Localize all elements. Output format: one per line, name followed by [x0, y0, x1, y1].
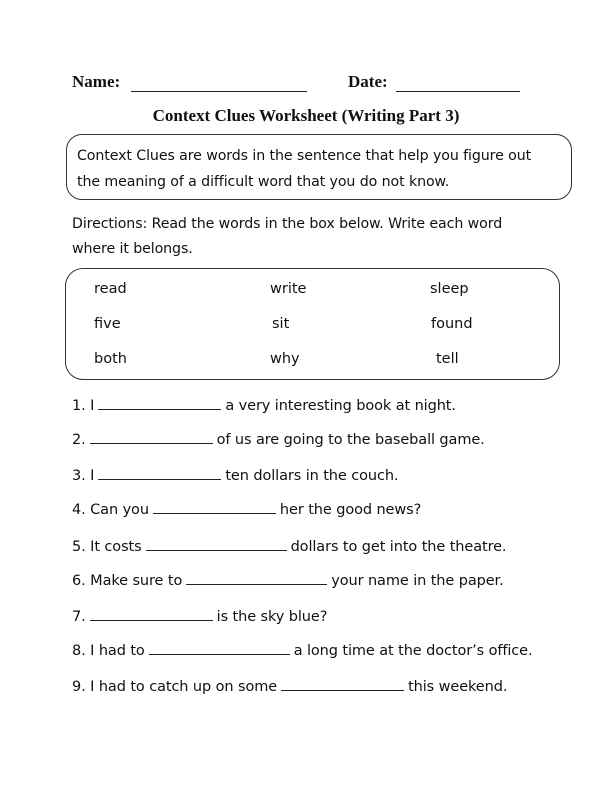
word-bank-item: found	[431, 316, 473, 332]
word-bank-item: sleep	[430, 281, 469, 297]
answer-blank[interactable]	[149, 641, 290, 655]
answer-blank[interactable]	[281, 677, 404, 691]
name-field[interactable]	[131, 91, 307, 92]
question-number: 6.	[72, 573, 86, 589]
definition-line-2: the meaning of a difficult word that you do not know.	[77, 174, 450, 190]
question-number: 1.	[72, 398, 86, 414]
question-text-before: I had to catch up on some	[90, 679, 278, 695]
question-number: 2.	[72, 432, 86, 448]
question-6	[72, 571, 504, 589]
question-number: 8.	[72, 643, 86, 659]
question-text-before: Can you	[90, 502, 149, 518]
name-label: Name:	[72, 72, 121, 91]
worksheet-title: Context Clues Worksheet (Writing Part 3)	[152, 106, 460, 125]
answer-blank[interactable]	[90, 430, 213, 444]
date-label: Date:	[348, 72, 388, 91]
directions	[72, 212, 562, 262]
question-number: 7.	[72, 609, 86, 625]
answer-blank[interactable]	[98, 466, 221, 480]
question-text-after: ten dollars in the couch.	[225, 468, 399, 484]
question-2	[72, 430, 485, 448]
question-number: 5.	[72, 539, 86, 555]
question-text-before: I	[90, 468, 95, 484]
question-7	[72, 607, 327, 625]
directions-line-2: where it belongs.	[72, 241, 193, 257]
date-field[interactable]	[396, 91, 520, 92]
question-5	[72, 537, 506, 555]
question-number: 4.	[72, 502, 86, 518]
question-number: 9.	[72, 679, 86, 695]
question-1	[72, 396, 456, 414]
question-3	[72, 466, 398, 484]
answer-blank[interactable]	[186, 571, 327, 585]
word-bank-item: five	[94, 316, 121, 332]
word-bank-box	[65, 268, 560, 380]
question-9	[72, 677, 507, 695]
definition-box	[66, 134, 572, 200]
directions-line-1: Directions: Read the words in the box below. Write each word	[72, 216, 503, 232]
answer-blank[interactable]	[153, 500, 276, 514]
word-bank-item: read	[94, 281, 127, 297]
question-text-before: Make sure to	[90, 573, 183, 589]
question-text-after: is the sky blue?	[216, 609, 328, 625]
question-text-after: a long time at the doctor’s office.	[293, 643, 533, 659]
question-text-after: of us are going to the baseball game.	[216, 432, 485, 448]
answer-blank[interactable]	[146, 537, 287, 551]
word-bank-item: write	[270, 281, 307, 297]
question-4	[72, 500, 421, 518]
question-8	[72, 641, 533, 659]
word-bank-item: both	[94, 351, 127, 367]
word-bank-item: sit	[272, 316, 290, 332]
question-number: 3.	[72, 468, 86, 484]
question-text-after: your name in the paper.	[331, 573, 504, 589]
question-text-before: It costs	[90, 539, 142, 555]
answer-blank[interactable]	[98, 396, 221, 410]
answer-blank[interactable]	[90, 607, 213, 621]
word-bank-item: tell	[436, 351, 459, 367]
question-text-after: dollars to get into the theatre.	[290, 539, 507, 555]
question-text-before: I	[90, 398, 95, 414]
definition-line-1: Context Clues are words in the sentence that help you figure out	[77, 148, 532, 164]
question-text-before: I had to	[90, 643, 145, 659]
question-text-after: this weekend.	[408, 679, 508, 695]
question-text-after: a very interesting book at night.	[225, 398, 456, 414]
word-bank-item: why	[270, 351, 300, 367]
question-text-after: her the good news?	[279, 502, 422, 518]
